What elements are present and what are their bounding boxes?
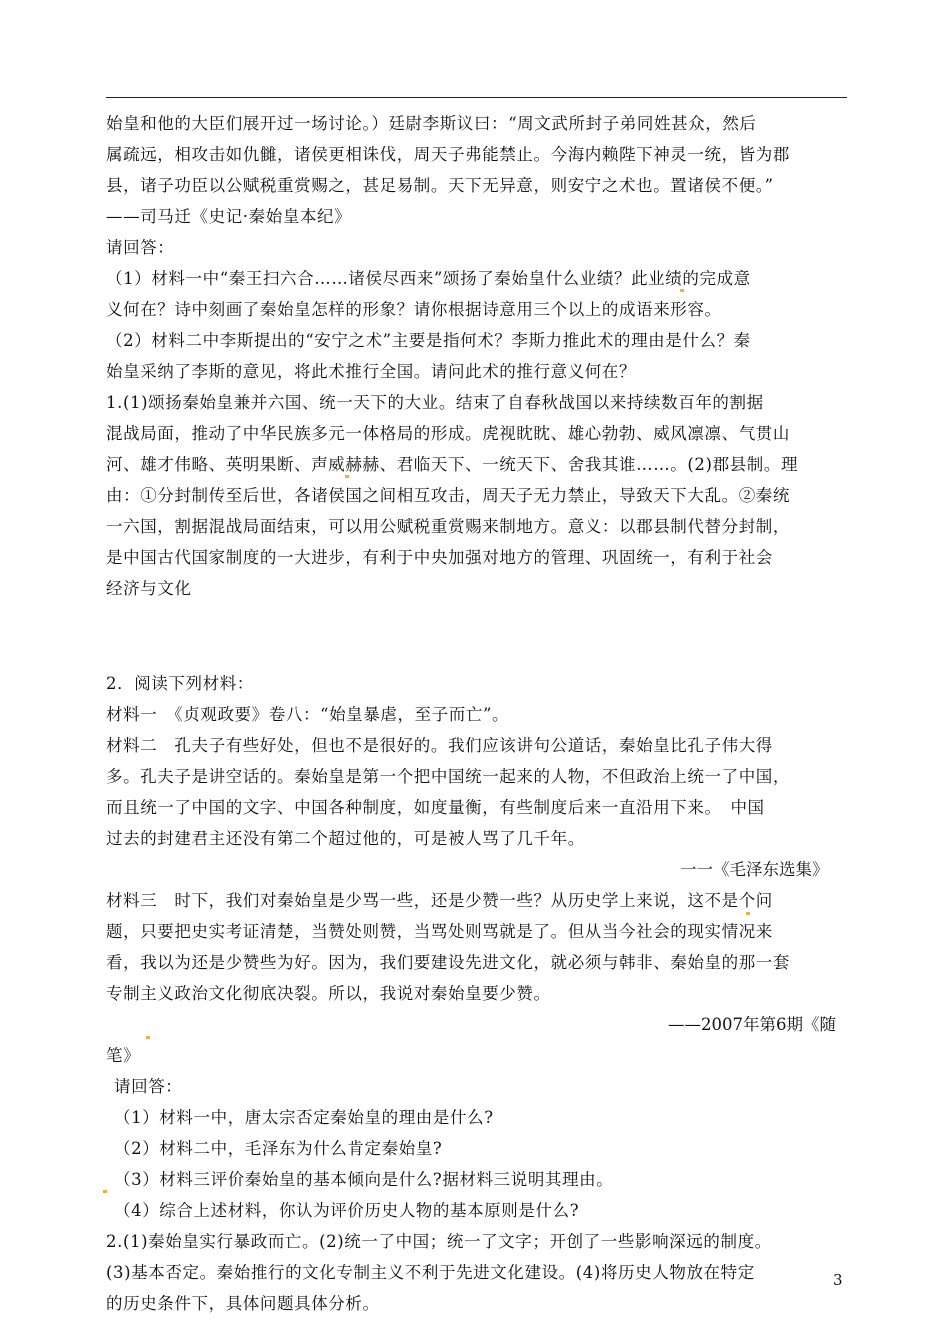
question-line: （1）材料一中，唐太宗否定秦始皇的理由是什么?: [114, 1108, 494, 1127]
page-number: 3: [833, 1271, 843, 1289]
material-two-line: 多。孔夫子是讲空话的。秦始皇是第一个把中国统一起来的人物，不但政治上统一了中国，: [106, 767, 790, 786]
question-line: （3）材料三评价秦始皇的基本倾向是什么?据材料三说明其理由。: [114, 1170, 614, 1189]
header-rule: [106, 97, 847, 98]
material-text-line: 县，诸子功臣以公赋税重赏赐之，甚足易制。天下无异意，则安宁之术也。置诸侯不便。”: [106, 176, 774, 195]
material-two-line: 过去的封建君主还没有第二个超过他的，可是被人骂了几千年。: [106, 829, 585, 848]
material-text-line: 始皇和他的大臣们展开过一场讨论。）廷尉李斯议曰：“周文武所封子弟同姓甚众，然后: [106, 114, 757, 133]
material-two-line: 而且统一了中国的文字、中国各种制度，如度量衡，有些制度后来一直沿用下来。 中国: [106, 798, 765, 817]
question-title: 2．阅读下列材料：: [106, 674, 254, 693]
question-line: 义何在？诗中刻画了秦始皇怎样的形象？请你根据诗意用三个以上的成语来形容。: [106, 300, 722, 319]
question-line: （2）材料二中，毛泽东为什么肯定秦始皇?: [114, 1139, 443, 1158]
question-line: （2）材料二中李斯提出的“安宁之术”主要是指何术？李斯力推此术的理由是什么？秦: [106, 331, 751, 350]
source-citation: 笔》: [106, 1046, 141, 1065]
material-three-line: 看，我以为还是少赞些为好。因为，我们要建设先进文化，就必须与韩非、秦始皇的那一套: [106, 953, 790, 972]
question-line: （1）材料一中“秦王扫六合……诸侯尽西来”颂扬了秦始皇什么业绩？此业绩的完成意: [106, 269, 751, 288]
answer-line: 混战局面，推动了中华民族多元一体格局的形成。虎视眈眈、雄心勃勃、威风凛凛、气贯山: [106, 424, 790, 443]
answer-line: 是中国古代国家制度的一大进步，有利于中央加强对地方的管理、巩固统一，有利于社会: [106, 548, 773, 567]
material-two-line: 材料二 孔夫子有些好处，但也不是很好的。我们应该讲句公道话，秦始皇比孔子伟大得: [106, 736, 773, 755]
material-text-line: 属疏远，相攻击如仇雠，诸侯更相诛伐，周天子弗能禁止。今海内赖陛下神灵一统，皆为郡: [106, 145, 790, 164]
question-line: 始皇采纳了李斯的意见，将此术推行全国。请问此术的推行意义何在？: [106, 362, 637, 381]
edit-mark: [345, 475, 349, 478]
source-citation: ——司马迁《史记·秦始皇本纪》: [106, 207, 352, 226]
edit-mark: [146, 1036, 150, 1039]
question-heading: 请回答：: [106, 238, 175, 257]
answer-line: 由：①分封制传至后世，各诸侯国之间相互攻击，周天子无力禁止，导致天下大乱。②秦统: [106, 486, 790, 505]
edit-mark: [103, 1190, 107, 1193]
answer-line: 河、雄才伟略、英明果断、声威赫赫、君临天下、一统天下、舍我其谁……。(2)郡县制。理: [106, 455, 799, 474]
answer-line: 1.(1)颂扬秦始皇兼并六国、统一天下的大业。结束了自春秋战国以来持续数百年的割据: [106, 393, 764, 412]
answer-line: 一六国，割据混战局面结束，可以用公赋税重赏赐来制地方。意义：以郡县制代替分封制，: [106, 517, 790, 536]
edit-mark: [746, 912, 750, 915]
material-three-line: 专制主义政治文化彻底决裂。所以，我说对秦始皇要少赞。: [106, 984, 551, 1003]
material-three-line: 材料三 时下，我们对秦始皇是少骂一些，还是少赞一些？从历史学上来说，这不是个问: [106, 891, 773, 910]
answer-line: (3)基本否定。秦始推行的文化专制主义不利于先进文化建设。(4)将历史人物放在特定: [106, 1263, 755, 1282]
edit-mark: [680, 289, 684, 292]
answer-line: 经济与文化: [106, 579, 192, 598]
question-line: （4）综合上述材料，你认为评价历史人物的基本原则是什么?: [114, 1201, 580, 1220]
question-heading: 请回答：: [114, 1077, 183, 1096]
source-citation: ——2007年第6期《随: [668, 1015, 836, 1034]
material-three-line: 题，只要把史实考证清楚，当赞处则赞，当骂处则骂就是了。但从当今社会的现实情况来: [106, 922, 773, 941]
material-one: 材料一 《贞观政要》卷八：“始皇暴虐，至子而亡”。: [106, 705, 510, 724]
answer-line: 的历史条件下，具体问题具体分析。: [106, 1294, 380, 1313]
answer-line: 2.(1)秦始皇实行暴政而亡。(2)统一了中国；统一了文字；开创了一些影响深远的制度。: [106, 1232, 772, 1251]
source-citation: 一一《毛泽东选集》: [680, 860, 829, 879]
